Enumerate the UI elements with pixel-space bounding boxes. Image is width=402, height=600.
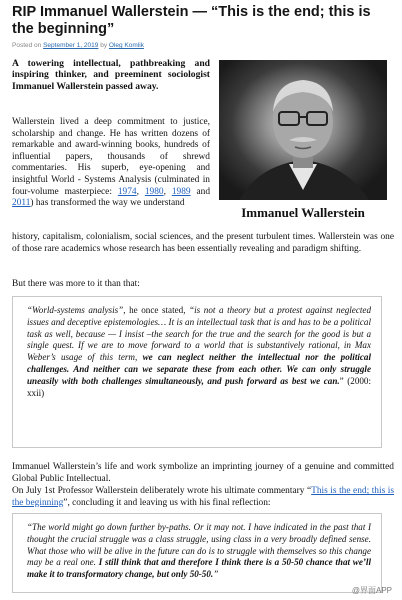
photo-caption: Immanuel Wallerstein <box>241 205 365 220</box>
portrait-photo <box>219 60 387 200</box>
portrait-illustration <box>219 60 387 200</box>
posted-on-label: Posted on <box>12 42 42 49</box>
commentary-link[interactable]: This is the end; this is the beginning <box>12 486 395 508</box>
separator: , <box>136 186 145 197</box>
quote-1-attribution: , he once stated, <box>123 305 190 315</box>
intro-text: Wallerstein lived a deep commitment to justice, scholarship and change. He has written dozens of remarkable and award-winning books, hundreds of influential papers, thousands of shrewd commentaries. His superb, eye-opening and insightful World - Systems Analysis (culminated in four-volume masterpiece: <box>12 117 210 197</box>
author-link[interactable]: Oleg Komlik <box>108 42 144 49</box>
quote-1-citation: ” (2000: xxii) <box>27 375 371 398</box>
commentary-text-end: ”, concluding it and leaving us with his final reflection: <box>63 497 271 508</box>
intro-text-end: ) has transformed the way we understand <box>30 198 185 209</box>
quote-block-2 <box>12 513 382 593</box>
separator: , <box>163 186 172 197</box>
quote-1-term: “World-systems analysis” <box>27 305 124 315</box>
legacy-paragraph: Immanuel Wallerstein’s life and work symbolize an imprinting journey of a genuine and committed Global Public Intellectual. <box>12 462 394 484</box>
quote-2-body: “The world might go down further by-paths. Or it may not. I have indicated in the past that I thought the crucial struggle was a class struggle, using class in a very broadly defined sense. What those who will be alive in the future can do is to struggle with themselves so this change may be a real one. <box>27 522 371 568</box>
quote-2-emphasis: I still think that and therefore I think there is a 50-50 chance that we’ll make it to transformatory change, but only 50-50. <box>27 557 371 580</box>
post-date-link[interactable]: September 1, 2019 <box>43 42 99 49</box>
final-commentary-paragraph <box>12 486 394 509</box>
commentary-text: On July 1st Professor Wallerstein deliberately wrote his ultimate commentary “ <box>12 486 312 496</box>
intro-continuation: history, capitalism, colonialism, social sciences, and the present turbulent times. Wallerstein was one of those rare academics whose research has been essentially revealing and paradigm shifting. <box>12 232 394 254</box>
link-1980[interactable]: 1980 <box>144 186 164 197</box>
quote-2-close: ” <box>213 569 219 580</box>
intro-paragraph <box>12 117 210 210</box>
lead-paragraph: A towering intellectual, pathbreaking and inspiring thinker, and preeminent sociologist Immanuel Wallerstein passed away. <box>12 58 210 92</box>
transition-paragraph: But there was more to it than that: <box>12 279 140 289</box>
link-1974[interactable]: 1974 <box>117 186 137 197</box>
by-label: by <box>100 42 108 49</box>
quote-1-emphasis: we can neglect neither the intellectual nor the political challenges. And neither can we separate these from each other. We can only struggle uneasily with both challenges simultaneously, and push forward as best we can. <box>27 352 371 386</box>
separator: and <box>190 186 211 197</box>
quote-block-1 <box>12 296 382 448</box>
link-2011[interactable]: 2011 <box>12 198 31 209</box>
post-meta <box>12 42 144 49</box>
article-title: RIP Immanuel Wallerstein — “This is the end; this is the beginning” <box>12 4 371 37</box>
quote-1-body: “is not a theory but a protest against neglected issues and deceptive epistemologies… It is an intellectual task that is and has to be a political task as well, because — I insist –the search for the true and the search for the good is but a single quest. If we are to move forward to a world that is substantively rational, in Max Weber’s usage of this term, <box>27 305 371 363</box>
link-1989[interactable]: 1989 <box>171 186 191 197</box>
watermark: @界面APP <box>351 586 392 595</box>
